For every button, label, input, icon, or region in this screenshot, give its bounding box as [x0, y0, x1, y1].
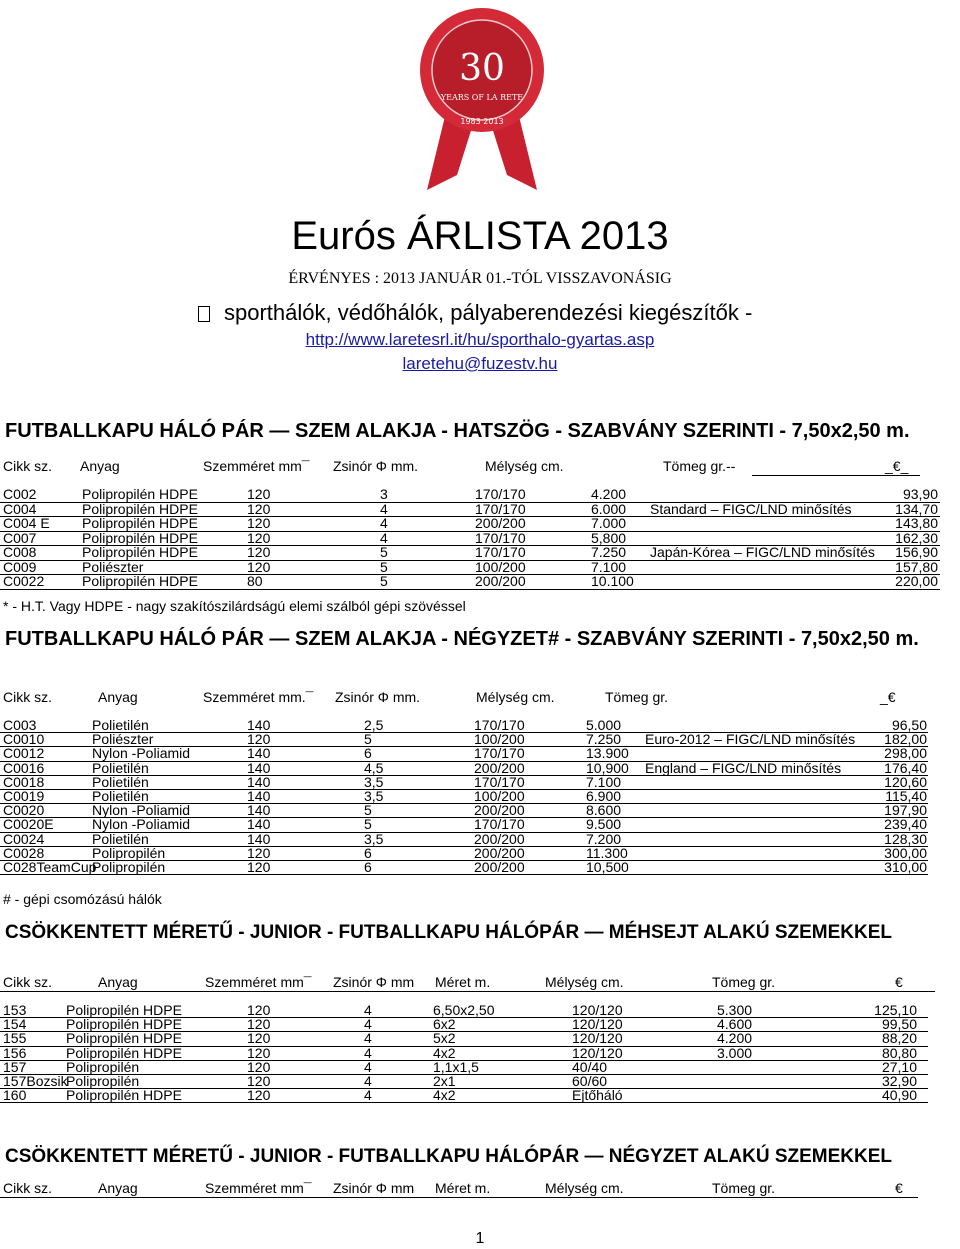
table-cell: Polietilén — [92, 717, 149, 733]
table-cell: 120 — [247, 731, 271, 748]
table-cell: C009 — [3, 558, 37, 575]
table-cell: C0028 — [3, 844, 45, 861]
table-cell: 157 — [3, 1058, 27, 1075]
table-cell: 200/200 — [474, 844, 525, 861]
table-cell: 162,30 — [895, 529, 938, 546]
table-cell: 4 — [380, 500, 388, 517]
table-cell: 4x2 — [433, 1087, 456, 1104]
logo-years: 1983 2013 — [460, 117, 504, 126]
table-cell: C028TeamCup — [3, 859, 97, 875]
table-cell: 4 — [364, 1016, 372, 1033]
table-cell: Polipropilén — [92, 859, 166, 875]
col-melyseg: Mélység cm. — [476, 689, 555, 705]
table-cell: Polietilén — [92, 773, 149, 790]
section-1-heading: FUTBALLKAPU HÁLÓ PÁR — SZEM ALAKJA - HATSZÖG - SZABVÁNY SZERINTI - 7,50x2,50 m. — [5, 420, 910, 442]
table-cell: 6,50x2,50 — [433, 1002, 495, 1018]
table-cell: Polietilén — [92, 830, 149, 847]
table-cell: 120 — [247, 1058, 271, 1075]
table-cell: 88,20 — [881, 1030, 917, 1047]
table-cell: 27,10 — [881, 1058, 917, 1075]
subtitle-text: sporthálók, védőhálók, pályaberendezési kiegészítők - — [224, 300, 753, 325]
table-cell: 6 — [364, 844, 372, 861]
table-cell: 128,30 — [884, 830, 927, 847]
table-cell: 10,900 — [586, 759, 629, 776]
table-cell: 120 — [247, 1030, 271, 1047]
table-cell: Poliészter — [82, 558, 144, 575]
table-cell: Ejtőháló — [572, 1087, 623, 1104]
website-link[interactable]: http://www.laretesrl.it/hu/sporthalo-gyartas.asp — [305, 330, 655, 349]
table-cell: 120 — [247, 1016, 271, 1033]
table-cell: 176,40 — [884, 759, 927, 776]
table-cell: 200/200 — [474, 830, 525, 847]
col-zsinor: Zsinór Φ mm — [333, 974, 415, 990]
table-cell: 7.200 — [586, 830, 622, 847]
table-cell: Nylon -Poliamid — [92, 816, 191, 833]
table-cell: Polipropilén HDPE — [82, 529, 198, 546]
table-cell: Polipropilén HDPE — [82, 500, 198, 517]
table-cell: 120 — [247, 1087, 271, 1104]
table-cell: 120 — [247, 1073, 271, 1089]
table-cell: 143,80 — [895, 515, 938, 531]
table-cell: C0016 — [3, 759, 45, 776]
table-cell: 157,80 — [895, 558, 938, 575]
table-cell: C003 — [3, 717, 37, 733]
table-cell: 32,90 — [881, 1073, 917, 1089]
table-cell: Euro-2012 – FIGC/LND minősítés — [645, 731, 856, 748]
col-zsinor: Zsinór Φ mm. — [335, 689, 421, 705]
col-cikk: Cikk sz. — [3, 1180, 52, 1196]
table-cell: Polipropilén HDPE — [82, 573, 198, 589]
table-cell: 120 — [247, 515, 271, 531]
table-cell: 170/170 — [474, 717, 525, 733]
table-cell: Nylon -Poliamid — [92, 745, 191, 762]
col-euro: _€_ — [885, 458, 909, 474]
section-1-note: * - H.T. Vagy HDPE - nagy szakítószilárdságú elemi szálból gépi szövéssel — [3, 598, 466, 614]
table-cell: Polipropilén — [66, 1058, 140, 1075]
table-cell: 156,90 — [895, 544, 938, 560]
table-cell: 8.600 — [586, 802, 622, 819]
logo-number: 30 — [459, 48, 505, 89]
table-cell: 6x2 — [433, 1016, 456, 1033]
bullet-icon — [198, 306, 210, 322]
col-cikk: Cikk sz. — [3, 458, 52, 474]
col-szemmeret: Szemméret mm¯ — [203, 458, 310, 474]
subtitle — [198, 300, 752, 326]
table-cell: 6 — [364, 859, 372, 875]
table-cell: 40,90 — [881, 1087, 917, 1104]
table-cell: 197,90 — [884, 802, 927, 819]
col-zsinor: Zsinór Φ mm — [333, 1180, 415, 1196]
table-cell: 5 — [380, 558, 388, 575]
col-euro: _€ — [880, 689, 896, 705]
table-cell: 125,10 — [874, 1002, 917, 1018]
page-title: Eurós ÁRLISTA 2013 — [291, 214, 669, 258]
table-cell: 140 — [247, 773, 271, 790]
table-cell: 140 — [247, 745, 271, 762]
table-cell: 160 — [3, 1087, 27, 1104]
table-cell: 170/170 — [475, 486, 526, 502]
table-cell: C0019 — [3, 788, 45, 804]
table-cell: 4.600 — [717, 1016, 753, 1033]
table-cell: 170/170 — [474, 816, 525, 833]
table-cell: 156 — [3, 1044, 27, 1061]
table-cell: 7.250 — [586, 731, 622, 748]
table-cell: C007 — [3, 529, 37, 546]
col-euro: € — [895, 1180, 903, 1196]
table-cell: 220,00 — [895, 573, 938, 589]
table-cell: 157Bozsik — [3, 1073, 68, 1089]
table-row — [0, 860, 928, 875]
table-cell: Nylon -Poliamid — [92, 802, 191, 819]
table-cell: 298,00 — [884, 745, 927, 762]
table-cell: C0020 — [3, 802, 45, 819]
table-cell: 10.100 — [591, 573, 634, 589]
table-cell: Polipropilén HDPE — [66, 1002, 182, 1018]
page-number: 1 — [475, 1230, 485, 1247]
table-cell: 3,5 — [364, 773, 384, 790]
table-cell: 120 — [247, 1002, 271, 1018]
table-cell: 7.250 — [591, 544, 627, 560]
anniversary-logo — [407, 0, 557, 195]
col-szemmeret: Szemméret mm.¯ — [203, 689, 314, 705]
table-cell: 200/200 — [475, 573, 526, 589]
table-cell: 300,00 — [884, 844, 927, 861]
table-cell: 120 — [247, 1044, 271, 1061]
table-cell: 120,60 — [884, 773, 927, 790]
table-cell: 153 — [3, 1002, 27, 1018]
col-melyseg: Mélység cm. — [545, 974, 624, 990]
col-tomeg: Tömeg gr.-- — [663, 458, 736, 474]
table-cell: Polietilén — [92, 759, 149, 776]
table-cell: Polipropilén HDPE — [82, 486, 198, 502]
table-cell: 170/170 — [474, 745, 525, 762]
table-cell: 4x2 — [433, 1044, 456, 1061]
table-cell: 4 — [364, 1002, 372, 1018]
table-cell: 9.500 — [586, 816, 622, 833]
table-cell: 3,5 — [364, 830, 384, 847]
table-cell: 155 — [3, 1030, 27, 1047]
table-cell: 3 — [380, 486, 388, 502]
header-underline — [0, 1197, 918, 1198]
table-cell: 120 — [247, 529, 271, 546]
table-cell: 182,00 — [884, 731, 927, 748]
table-cell: Polipropilén HDPE — [66, 1087, 182, 1104]
table-cell: 100/200 — [475, 558, 526, 575]
table-cell: 100/200 — [474, 731, 525, 748]
table-cell: 4 — [364, 1087, 372, 1104]
section-2-header — [0, 689, 960, 707]
table-cell: Poliészter — [92, 731, 154, 748]
table-cell: Japán-Kórea – FIGC/LND minősítés — [650, 544, 875, 560]
col-anyag: Anyag — [80, 458, 120, 474]
table-cell: 4 — [364, 1073, 372, 1089]
table-cell: 200/200 — [474, 802, 525, 819]
table-row — [0, 1060, 928, 1075]
table-cell: 4.200 — [591, 486, 627, 502]
table-cell: 170/170 — [475, 529, 526, 546]
table-cell: 120/120 — [572, 1002, 623, 1018]
table-cell: 4 — [364, 1030, 372, 1047]
table-row — [0, 1088, 928, 1103]
table-cell: Polipropilén HDPE — [66, 1016, 182, 1033]
table-cell: 120/120 — [572, 1030, 623, 1047]
col-meret: Méret m. — [435, 974, 491, 990]
table-cell: 140 — [247, 830, 271, 847]
table-cell: C004 — [3, 500, 37, 517]
table-cell: 140 — [247, 717, 271, 733]
table-cell: 99,50 — [881, 1016, 917, 1033]
table-cell: 140 — [247, 759, 271, 776]
table-cell: 120 — [247, 859, 271, 875]
table-cell: Standard – FIGC/LND minősítés — [650, 500, 852, 517]
table-cell: 5 — [364, 802, 372, 819]
table-cell: 5 — [364, 816, 372, 833]
section-2-note: # - gépi csomózású hálók — [3, 891, 162, 907]
table-cell: 4 — [380, 515, 388, 531]
table-cell: 1,1x1,5 — [433, 1058, 479, 1075]
table-cell: 6.000 — [591, 500, 627, 517]
table-cell: Polipropilén HDPE — [66, 1044, 182, 1061]
table-cell: 120 — [247, 500, 271, 517]
header-underline — [0, 991, 935, 992]
col-cikk: Cikk sz. — [3, 689, 52, 705]
table-cell: 5 — [380, 544, 388, 560]
table-cell: 93,90 — [902, 486, 938, 502]
table-cell: C0022 — [3, 573, 45, 589]
email-link[interactable]: laretehu@fuzestv.hu — [402, 354, 558, 373]
table-cell: C0020E — [3, 816, 54, 833]
table-cell: 5,800 — [591, 529, 627, 546]
table-cell: 5x2 — [433, 1030, 456, 1047]
table-cell: C002 — [3, 486, 37, 502]
table-cell: Polipropilén — [92, 844, 166, 861]
table-row — [0, 574, 940, 590]
table-cell: 11.300 — [586, 844, 628, 861]
table-cell: 200/200 — [474, 859, 525, 875]
table-cell: 40/40 — [572, 1058, 608, 1075]
table-cell: C008 — [3, 544, 37, 560]
table-cell: 200/200 — [475, 515, 526, 531]
col-melyseg: Mélység cm. — [485, 458, 564, 474]
table-cell: Polipropilén HDPE — [82, 515, 198, 531]
table-cell: 4.200 — [717, 1030, 753, 1047]
table-cell: 310,00 — [884, 859, 927, 875]
table-cell: 4,5 — [364, 759, 384, 776]
table-cell: C0024 — [3, 830, 45, 847]
table-cell: 154 — [3, 1016, 27, 1033]
col-euro: € — [895, 974, 903, 990]
table-cell: 6.900 — [586, 788, 622, 804]
col-zsinor: Zsinór Φ mm. — [333, 458, 419, 474]
table-cell: 200/200 — [474, 759, 525, 776]
table-cell: 140 — [247, 802, 271, 819]
table-cell: 2x1 — [433, 1073, 456, 1089]
table-cell: Polipropilén HDPE — [66, 1030, 182, 1047]
col-szemmeret: Szemméret mm¯ — [205, 974, 312, 990]
col-anyag: Anyag — [98, 974, 138, 990]
col-anyag: Anyag — [98, 689, 138, 705]
col-melyseg: Mélység cm. — [545, 1180, 624, 1196]
table-cell: 120/120 — [572, 1016, 623, 1033]
table-cell: 13.900 — [586, 745, 629, 762]
validity-line: ÉRVÉNYES : 2013 JANUÁR 01.-TÓL VISSZAVONÁSIG — [288, 270, 672, 287]
table-cell: 120/120 — [572, 1044, 623, 1061]
table-cell: 100/200 — [474, 788, 525, 804]
table-cell: 115,40 — [885, 788, 927, 804]
table-cell: 5.300 — [717, 1002, 753, 1018]
table-cell: 239,40 — [884, 816, 927, 833]
table-cell: 120 — [247, 486, 271, 502]
table-cell: 7.100 — [591, 558, 627, 575]
section-4-header — [0, 1180, 960, 1198]
table-cell: C0012 — [3, 745, 45, 762]
col-szemmeret: Szemméret mm¯ — [205, 1180, 312, 1196]
table-cell: Polipropilén HDPE — [82, 544, 198, 560]
table-cell: 170/170 — [475, 500, 526, 517]
col-cikk: Cikk sz. — [3, 974, 52, 990]
table-cell: 7.000 — [591, 515, 627, 531]
table-cell: 4 — [364, 1058, 372, 1075]
table-cell: 60/60 — [572, 1073, 608, 1089]
section-3-header — [0, 974, 960, 992]
table-cell: 4 — [380, 529, 388, 546]
section-1-header — [0, 458, 960, 476]
table-cell: 96,50 — [891, 717, 927, 733]
table-cell: 10,500 — [586, 859, 629, 875]
table-cell: 120 — [247, 558, 271, 575]
table-cell: 140 — [247, 788, 271, 804]
col-tomeg: Tömeg gr. — [605, 689, 669, 705]
table-cell: 3,5 — [364, 788, 384, 804]
table-cell: Polietilén — [92, 788, 149, 804]
table-cell: 5.000 — [586, 717, 622, 733]
table-cell: 3.000 — [717, 1044, 753, 1061]
table-cell: 2,5 — [364, 717, 384, 733]
col-tomeg: Tömeg gr. — [712, 974, 776, 990]
logo-text: YEARS OF LA RETE — [440, 93, 524, 102]
table-cell: C004 E — [3, 515, 50, 531]
table-cell: 7.100 — [586, 773, 622, 790]
header-underline — [752, 475, 920, 476]
table-cell: 170/170 — [474, 773, 525, 790]
table-cell: 80,80 — [881, 1044, 917, 1061]
col-anyag: Anyag — [98, 1180, 138, 1196]
table-cell: 4 — [364, 1044, 372, 1061]
section-4-heading: CSÖKKENTETT MÉRETŰ - JUNIOR - FUTBALLKAPU HÁLÓPÁR — NÉGYZET ALAKÚ SZEMEKKEL — [5, 1146, 893, 1167]
table-cell: Polipropilén — [66, 1073, 140, 1089]
table-cell: 5 — [380, 573, 388, 589]
section-3-heading: CSÖKKENTETT MÉRETŰ - JUNIOR - FUTBALLKAPU HÁLÓPÁR — MÉHSEJT ALAKÚ SZEMEKKEL — [5, 922, 893, 943]
col-tomeg: Tömeg gr. — [712, 1180, 776, 1196]
table-cell: England – FIGC/LND minősítés — [645, 759, 842, 776]
table-cell: 120 — [247, 544, 271, 560]
table-cell: 120 — [247, 844, 271, 861]
table-cell: 170/170 — [475, 544, 526, 560]
col-meret: Méret m. — [435, 1180, 491, 1196]
section-2-heading: FUTBALLKAPU HÁLÓ PÁR — SZEM ALAKJA - NÉGYZET# - SZABVÁNY SZERINTI - 7,50x2,50 m. — [5, 628, 919, 650]
table-cell: C0010 — [3, 731, 45, 748]
table-cell: 6 — [364, 745, 372, 762]
table-cell: 134,70 — [895, 500, 938, 517]
table-cell: C0018 — [3, 773, 45, 790]
table-cell: 140 — [247, 816, 271, 833]
table-cell: 80 — [247, 573, 263, 589]
table-cell: 5 — [364, 731, 372, 748]
